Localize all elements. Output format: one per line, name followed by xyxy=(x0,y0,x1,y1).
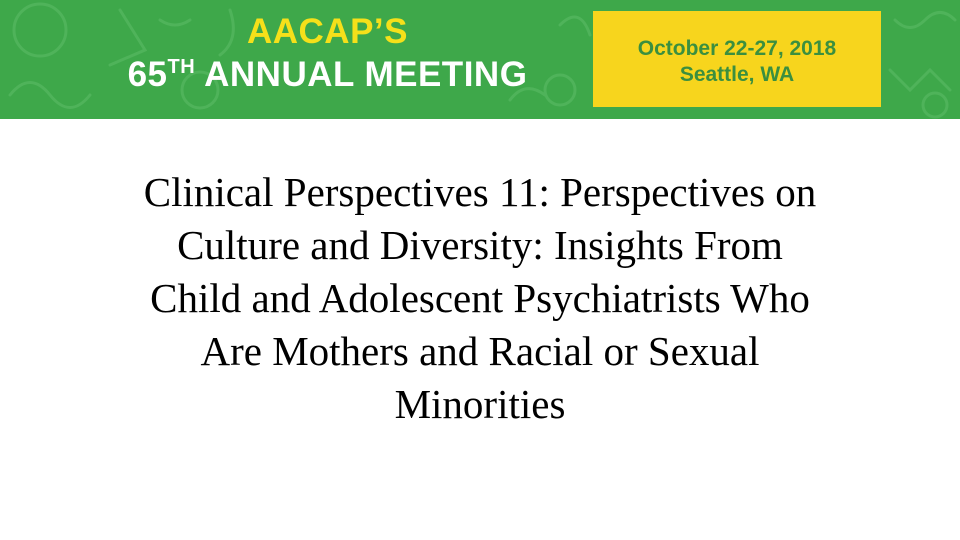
slide-title-line: Clinical Perspectives 11: Perspectives on xyxy=(143,169,817,215)
meeting-number-suffix: TH xyxy=(167,56,196,78)
date-location-box xyxy=(593,11,881,107)
meeting-title-line1: AACAP’S xyxy=(246,12,409,51)
meeting-date: October 22-27, 2018 xyxy=(637,37,837,60)
meeting-location: Seattle, WA xyxy=(679,63,795,86)
meeting-title xyxy=(0,14,655,92)
meeting-banner xyxy=(0,0,960,119)
meeting-title-line2 xyxy=(0,57,655,92)
slide-title-line: Are Mothers and Racial or Sexual xyxy=(200,328,760,374)
slide-title-line: Minorities xyxy=(394,381,566,427)
meeting-title-text: ANNUAL MEETING xyxy=(195,55,528,94)
slide-title-line: Culture and Diversity: Insights From xyxy=(177,222,783,268)
slide-title-line: Child and Adolescent Psychiatrists Who xyxy=(150,275,810,321)
meeting-number: 65 xyxy=(127,55,168,94)
slide-title xyxy=(20,166,940,431)
